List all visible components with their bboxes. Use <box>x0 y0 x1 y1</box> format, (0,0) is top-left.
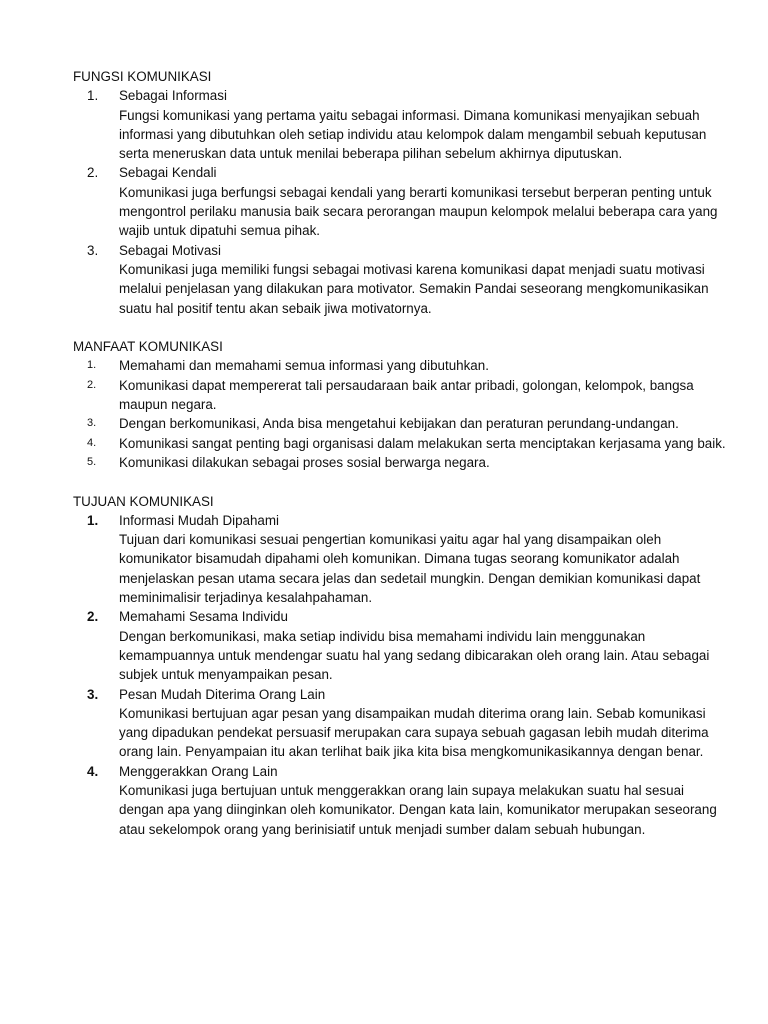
item-text: Komunikasi sangat penting bagi organisasi dalam melakukan serta menciptakan kerjasama yang baik. <box>119 435 726 451</box>
item-text: Komunikasi juga memiliki fungsi sebagai motivasi karena komunikasi dapat menjadi suatu motivasi melalui penjelasan yang dilakukan para motivator. Semakin Pandai seseorang mengkomunikasikan suatu hal positif tentu akan sebaik jiwa motivatornya. <box>119 261 709 316</box>
item-number: 1. <box>87 359 97 372</box>
tujuan-item <box>73 607 728 684</box>
item-number: 3. <box>87 686 99 702</box>
item-number: 5. <box>87 455 97 468</box>
manfaat-item <box>73 453 728 472</box>
tujuan-item <box>73 511 728 607</box>
section-title-manfaat: MANFAAT KOMUNIKASI <box>73 339 223 355</box>
item-text: Komunikasi dilakukan sebagai proses sosial berwarga negara. <box>119 454 490 470</box>
tujuan-item <box>73 685 728 762</box>
item-text: Tujuan dari komunikasi sesuai pengertian komunikasi yaitu agar hal yang disampaikan oleh komunikator bisamudah dipahami oleh komunikan. Dimana tugas seorang komunikator adalah menjelaskan pesan utama secara jelas dan sedetail mungkin. Dengan demikian komunikasi dapat meminimalisir terjadinya kesalahpahaman. <box>119 532 701 606</box>
item-number: 1. <box>87 88 99 104</box>
item-title: Sebagai Motivasi <box>119 242 221 258</box>
item-number: 3. <box>87 242 99 258</box>
item-text: Komunikasi dapat mempererat tali persaudaraan baik antar pribadi, golongan, kelompok, bangsa maupun negara. <box>119 377 694 413</box>
item-title: Pesan Mudah Diterima Orang Lain <box>119 686 326 702</box>
item-title: Informasi Mudah Dipahami <box>119 512 280 528</box>
item-number: 2. <box>87 165 99 181</box>
item-text: Fungsi komunikasi yang pertama yaitu sebagai informasi. Dimana komunikasi menyajikan sebuah informasi yang dibutuhkan oleh setiap individu atau kelompok dalam mengambil sebuah keputusan serta meneruskan data untuk menilai beberapa pilihan sebelum akhirnya diputuskan. <box>119 107 707 162</box>
item-number: 4. <box>87 436 97 449</box>
tujuan-item <box>73 762 728 839</box>
item-title: Menggerakkan Orang Lain <box>119 763 278 779</box>
item-number: 3. <box>87 417 97 430</box>
section-title-tujuan: TUJUAN KOMUNIKASI <box>73 493 214 509</box>
manfaat-item <box>73 356 728 375</box>
item-text: Komunikasi bertujuan agar pesan yang disampaikan mudah diterima orang lain. Sebab komunikasi yang dipadukan pendekat persuasif merupakan cara supaya sebuah gagasan lebih mudah diterima orang lain. Penyampaian itu akan terlihat baik jika kita bisa mengkomunikasikannya dengan benar. <box>119 705 709 760</box>
item-number: 2. <box>87 609 99 625</box>
item-number: 4. <box>87 763 99 779</box>
section-title-fungsi: FUNGSI KOMUNIKASI <box>73 69 212 84</box>
manfaat-item <box>73 414 728 433</box>
section-spacer <box>73 472 728 491</box>
item-text: Komunikasi juga bertujuan untuk menggerakkan orang lain supaya melakukan suatu hal sesuai dengan apa yang diinginkan oleh komunikator. Dengan kata lain, komunikator merupakan seseorang atau sekelompok orang yang berinisiatif untuk menjadi sumber dalam sebuah hubungan. <box>119 782 717 837</box>
item-text: Dengan berkomunikasi, maka setiap individu bisa memahami individu lain menggunakan kemampuannya untuk mendengar suatu hal yang sedang dibicarakan oleh orang lain. Atau sebagai subjek untuk menyampaikan pesan. <box>119 628 710 683</box>
manfaat-item <box>73 376 728 415</box>
fungsi-item <box>73 163 728 240</box>
section-spacer <box>73 318 728 337</box>
manfaat-item <box>73 434 728 453</box>
fungsi-item <box>73 86 728 163</box>
item-title: Sebagai Informasi <box>119 88 227 104</box>
item-text: Dengan berkomunikasi, Anda bisa mengetahui kebijakan dan peraturan perundang-undangan. <box>119 416 679 432</box>
fungsi-item <box>73 241 728 318</box>
item-text: Komunikasi juga berfungsi sebagai kendali yang berarti komunikasi tersebut berperan penting untuk mengontrol perilaku manusia baik secara perorangan maupun kelompok melalui beberapa cara yang wajib untuk dipatuhi semua pihak. <box>119 184 718 239</box>
item-text: Memahami dan memahami semua informasi yang dibutuhkan. <box>119 358 489 374</box>
item-number: 2. <box>87 378 97 391</box>
item-number: 1. <box>87 512 99 528</box>
item-title: Sebagai Kendali <box>119 165 217 181</box>
document-body <box>73 67 728 839</box>
item-title: Memahami Sesama Individu <box>119 609 288 625</box>
